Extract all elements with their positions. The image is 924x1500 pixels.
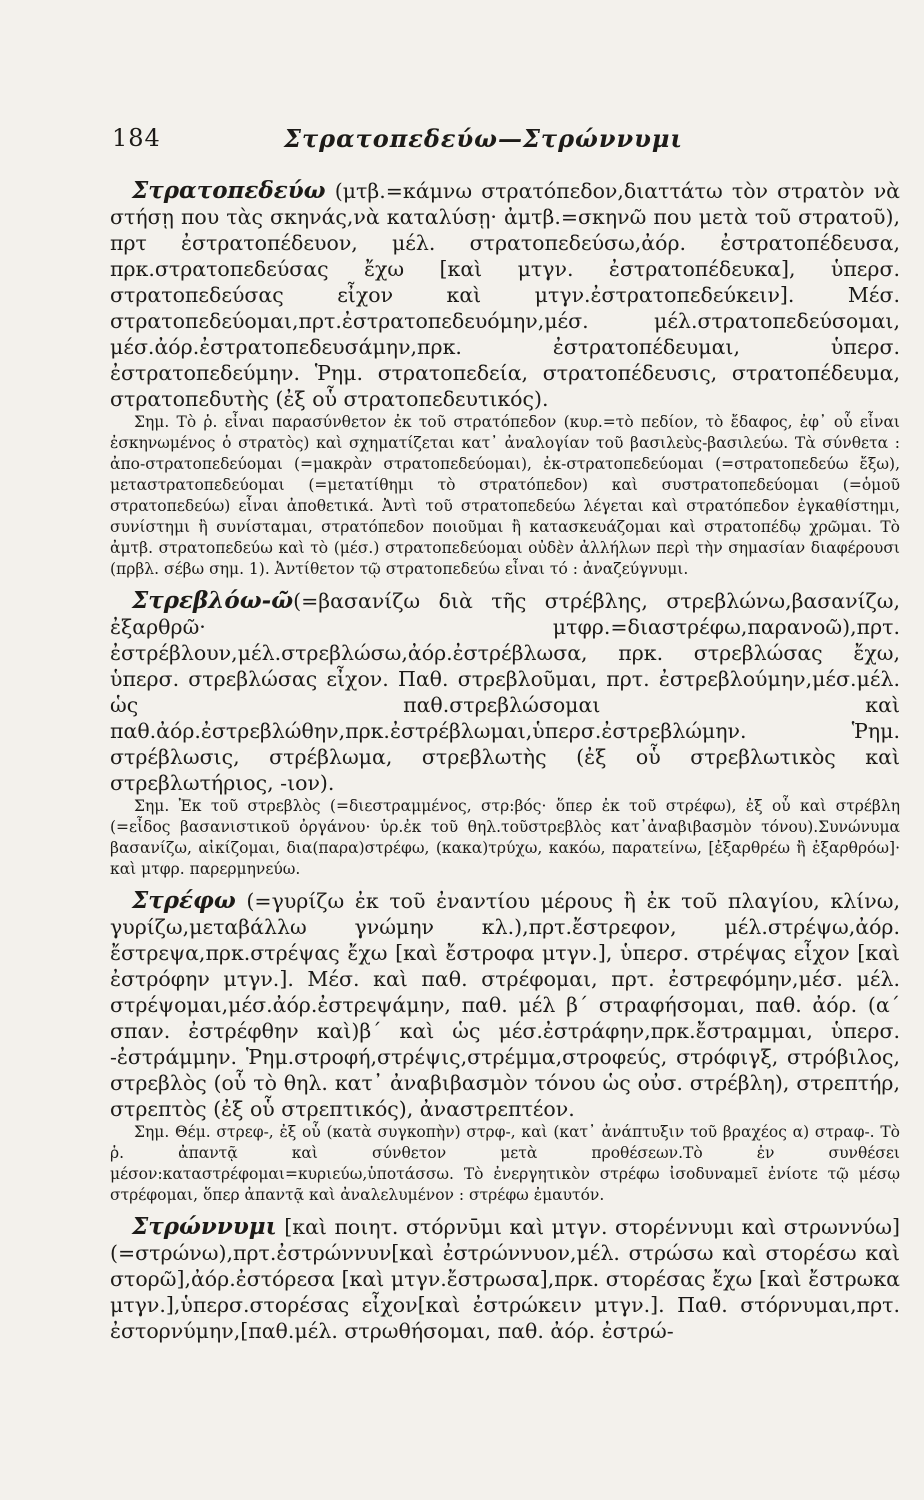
entry-lemma: Στρέφω bbox=[132, 887, 236, 914]
note-text: Θέμ. στρεφ-, ἐξ οὗ (κατὰ συγκοπὴν) στρφ-, καὶ (κατ᾽ ἀνάπτυξιν τοῦ βραχέος α) στραφ-. Τὸ ῥ. ἀπαντᾷ καὶ σύνθετον μετὰ προθέσεων.Τὸ ἐν συνθέσει μέσον:καταστρέφομαι=κυριεύω,ὑποτάσσω. Τὸ ἐνεργητικὸν στρέφω ἰσοδυναμεῖ ἐνίοτε τῷ μέσῳ στρέφομαι, ὅπερ ἀπαντᾷ καὶ ἀναλελυμένον : στρέφω ἐμαυτόν. bbox=[110, 1123, 900, 1204]
page-number: 184 bbox=[112, 124, 161, 152]
entry-body bbox=[110, 1214, 900, 1344]
entry-note bbox=[110, 412, 900, 580]
entry-definition: [καὶ ποιητ. στόρνῡμι καὶ μτγν. στορέννυμι καὶ στρωννύω](=στρώνω),πρτ.ἐστρώννυν[καὶ ἐστρώννυον,μέλ. στρώσω καὶ στορέσω καὶ στορῶ],ἀόρ.ἐστόρεσα [καὶ μτγν.ἔστρωσα],πρκ. στορέσας ἔχω [καὶ ἔστρωκα μτγν.],ὑπερσ.στορέσας εἶχον[καὶ ἐστρώκειν μτγν.]. Παθ. στόρνυμαι,πρτ. ἐστορνύμην,[παθ.μέλ. στρωθήσομαι, παθ. ἀόρ. ἐστρώ- bbox=[110, 1215, 900, 1343]
entry-lemma: Στρώννυμι bbox=[132, 1213, 277, 1240]
dictionary-entry bbox=[110, 888, 900, 1206]
dictionary-content bbox=[110, 178, 900, 1352]
dictionary-entry bbox=[110, 1214, 900, 1344]
entry-definition: (μτβ.=κάμνω στρατόπεδον,διαττάτω τὸν στρατὸν νὰ στήσῃ που τὰς σκηνάς,νὰ καταλύσῃ· ἀμτβ.=σκηνῶ που μετὰ τοῦ στρατοῦ), πρτ ἐστρατοπέδευον, μέλ. στρατοπεδεύσω,ἀόρ. ἐστρατοπέδευσα, πρκ.στρατοπεδεύσας ἔχω [καὶ μτγν. ἐστρατοπέδευκα], ὑπερσ. στρατοπεδεύσας εἶχον καὶ μτγν.ἐστρατοπεδεύκειν]. Μέσ. στρατοπεδεύομαι,πρτ.ἐστρατοπεδευόμην,μέσ. μέλ.στρατοπεδεύσομαι, μέσ.ἀόρ.ἐστρατοπεδευσάμην,πρκ. ἐστρατοπέδευμαι, ὑπερσ. ἐστρατοπεδεύμην. Ῥημ. στρατοπεδεία, στρατοπέδευσις, στρατοπέδευμα, στρατοπεδυτὴς (ἐξ οὗ στρατοπεδευτικός). bbox=[110, 179, 900, 411]
note-label: Σημ. bbox=[134, 797, 170, 815]
entry-body bbox=[110, 588, 900, 796]
entry-lemma: Στρεβλόω-ῶ bbox=[132, 587, 294, 614]
note-label: Σημ. bbox=[134, 1123, 170, 1141]
entry-note bbox=[110, 796, 900, 880]
entry-lemma: Στρατοπεδεύω bbox=[132, 177, 326, 204]
page-header bbox=[112, 124, 812, 164]
entry-body bbox=[110, 888, 900, 1122]
note-text: Ἐκ τοῦ στρεβλὸς (=διεστραμμένος, στρ:βός· ὅπερ ἐκ τοῦ στρέφω), ἐξ οὗ καὶ στρέβλη (=εἶδος βασανιστικοῦ ὀργάνου· ὑρ.ἐκ τοῦ θηλ.τοῦστρεβλὸς κατ᾽ἀναβιβασμὸν τόνου).Συνώνυμα βασανίζω, αἰκίζομαι, δια(παρα)στρέφω, (κακα)τρύχω, κακόω, παρατείνω, [ἐξαρθρέω ἢ ἐξαρθρόω]· καὶ μτφρ. παρερμηνεύω. bbox=[110, 797, 900, 878]
note-label: Σημ. bbox=[134, 413, 170, 431]
dictionary-entry bbox=[110, 178, 900, 580]
entry-definition: (=βασανίζω διὰ τῆς στρέβλης, στρεβλώνω,βασανίζω, ἐξαρθρῶ· μτφρ.=διαστρέφω,παρανοῶ),πρτ. ἐστρέβλουν,μέλ.στρεβλώσω,ἀόρ.ἐστρέβλωσα, πρκ. στρεβλώσας ἔχω, ὑπερσ. στρεβλώσας εἶχον. Παθ. στρεβλοῦμαι, πρτ. ἐστρεβλούμην,μέσ.μέλ. ὡς παθ.στρεβλώσομαι καὶ παθ.ἀόρ.ἐστρεβλώθην,πρκ.ἐστρέβλωμαι,ὑπερσ.ἐστρεβλώμην. Ῥημ. στρέβλωσις, στρέβλωμα, στρεβλωτὴς (ἐξ οὗ στρεβλωτικὸς καὶ στρεβλωτήριος, -ιον). bbox=[110, 589, 900, 795]
entry-definition: (=γυρίζω ἐκ τοῦ ἐναντίου μέρους ἢ ἐκ τοῦ πλαγίου, κλίνω, γυρίζω,μεταβάλλω γνώμην κλ.),πρτ.ἔστρεφον, μέλ.στρέψω,ἀόρ. ἔστρεψα,πρκ.στρέψας ἔχω [καὶ ἔστροφα μτγν.], ὑπερσ. στρέψας εἶχον [καὶ ἐστρόφην μτγν.]. Μέσ. καὶ παθ. στρέφομαι, πρτ. ἐστρεφόμην,μέσ. μέλ. στρέψομαι,μέσ.ἀόρ.ἐστρεψάμην, παθ. μέλ β´ στραφήσομαι, παθ. ἀόρ. (α´ σπαν. ἐστρέφθην καὶ)β´ καὶ ὡς μέσ.ἐστράφην,πρκ.ἔστραμμαι, ὑπερσ. -ἐστράμμην. Ῥημ.στροφή,στρέψις,στρέμμα,στροφεύς, στρόφιγξ, στρόβιλος, στρεβλὸς (οὗ τὸ θηλ. κατ᾽ ἀναβιβασμὸν τόνου ὡς οὐσ. στρέβλη), στρεπτήρ, στρεπτὸς (ἐξ οὗ στρεπτικός), ἀναστρεπτέον. bbox=[110, 889, 900, 1121]
entry-note bbox=[110, 1122, 900, 1206]
note-text: Τὸ ῥ. εἶναι παρασύνθετον ἐκ τοῦ στρατόπεδον (κυρ.=τὸ πεδίον, τὸ ἔδαφος, ἐφ᾽ οὗ εἶναι ἐσκηνωμένος ὁ στρατὸς) καὶ σχηματίζεται κατ᾽ ἀναλογίαν τοῦ βασιλεὺς-βασιλεύω. Τὰ σύνθετα : ἀπο-στρατοπεδεύομαι (=μακρὰν στρατοπεδεύομαι), ἐκ-στρατοπεδεύομαι (=στρατοπεδεύω ἔξω), μεταστρατοπεδεύομαι (=μετατίθημι τὸ στρατόπεδον) καὶ συστρατοπεδεύομαι (=ὁμοῦ στρατοπεδεύω) εἶναι ἀποθετικά. Ἀντὶ τοῦ στρατοπεδεύω λέγεται καὶ στρατόπεδον ἐγκαθίστημι, συνίστημι ἢ συνίσταμαι, στρατόπεδον ποιοῦμαι ἢ κατασκευάζομαι καὶ στρατοπέδῳ χρῶμαι. Τὸ ἀμτβ. στρατοπεδεύω καὶ τὸ (μέσ.) στρατοπεδεύομαι οὐδὲν ἀλλήλων περὶ τὴν σημασίαν διαφέρουσι (πρβλ. σέβω σημ. 1). Ἀντίθετον τῷ στρατοπεδεύω εἶναι τό : ἀναζεύγνυμι. bbox=[110, 413, 900, 578]
entry-body bbox=[110, 178, 900, 412]
dictionary-entry bbox=[110, 588, 900, 880]
running-head: Στρατοπεδεύω—Στρώννυμι bbox=[284, 124, 684, 153]
